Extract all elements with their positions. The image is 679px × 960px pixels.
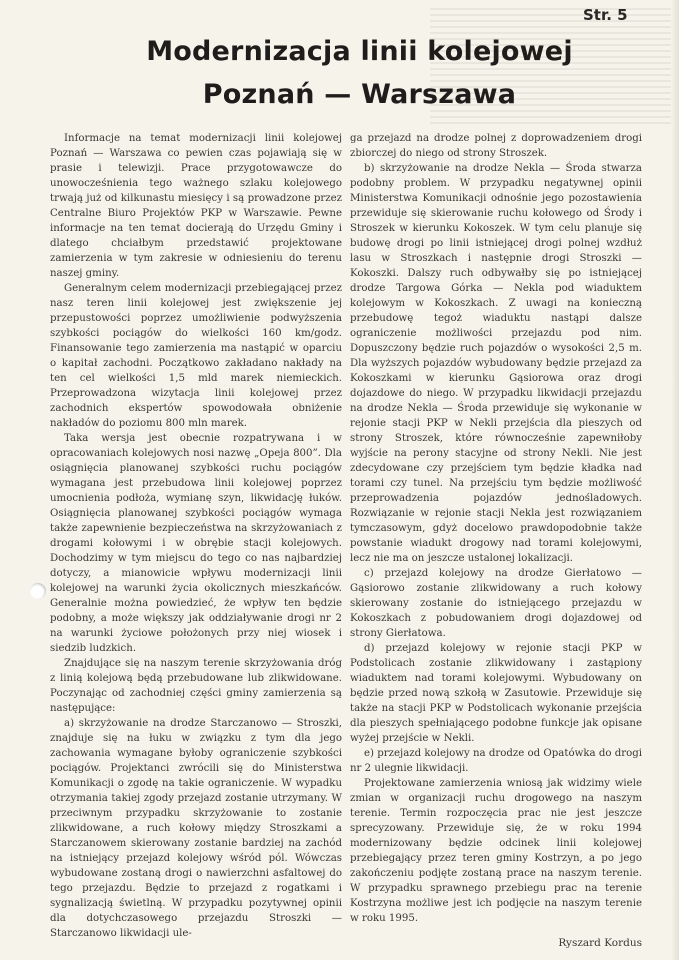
author-signature: Ryszard Kordus — [558, 937, 642, 949]
right-column — [350, 131, 642, 951]
paragraph: b) skrzyżowanie na drodze Nekla — Środa stwarza podobny problem. W przypadku negatywnej opinii Ministerstwa Komunikacji odnośnie jego pozostawienia przewiduje się skierowanie ruchu kołowego od Środy i Stroszek w kierunku Kokoszek. W tym celu planuje się budowę drogi po linii istniejącej drogi polnej wzdłuż lasu w Stroszkach i następnie drogi Stroszki — Kokoszki. Dalszy ruch odbywałby się po istniejącej drodze Targowa Górka — Nekla pod wiaduktem kolejowym w Kokoszkach. Z uwagi na konieczną przebudowę tegoż wiaduktu nastąpi dalsze ograniczenie możliwości przejazdu pod nim. Dopuszczony będzie ruch pojazdów o wysokości 2,5 m. Dla wyższych pojazdów wybudowany będzie przejazd za Kokoszkami w kierunku Gąsiorowa oraz drogi dojazdowe do niego. W przypadku likwidacji przejazdu na drodze Nekla — Środa przewiduje się wykonanie w rejonie stacji PKP w Nekli przejścia dla pieszych od strony Stroszek, które równocześnie zapewniłoby wyjście na perony stacyjne od strony Nekli. Nie jest zdecydowane czy przejściem tym będzie kładka nad torami czy tunel. Na przejściu tym będzie możliwość przeprowadzenia pojazdów jednośladowych. Rozwiązanie w rejonie stacji Nekla jest rozwiązaniem tymczasowym, gdyż docelowo prawdopodobnie także powstanie wiadukt drogowy nad torami kolejowymi, lecz nie ma on jeszcze ustalonej lokalizacji. — [350, 163, 642, 564]
paragraph: Informacje na temat modernizacji linii kolejowej Poznań — Warszawa co pewien czas pojawiają się w prasie i telewizji. Prace przygotowawcze do unowocześnienia tego ważnego szlaku kolejowego trwają już od kilkunastu miesięcy i są prowadzone przez Centralne Biuro Projektów PKP w Warszawie. Pewne informacje na ten temat docierają do Urzędu Gminy i dlatego chciałbym przedstawić projektowane zamierzenia w tym zakresie w odniesieniu do terenu naszej gminy. — [50, 133, 342, 279]
paragraph: ga przejazd na drodze polnej z doprowadzeniem drogi zbiorczej do niego od strony Stroszek. — [350, 133, 642, 159]
paragraph: a) skrzyżowanie na drodze Starczanowo — Stroszki, znajduje się na łuku w związku z tym dla jego zachowania wymagane byłoby ograniczenie szybkości pociągów. Projektanci zwrócili się do Ministerstwa Komunikacji o zgodę na takie ograniczenie. W wypadku otrzymania takiej zgody przejazd zostanie utrzymany. W przeciwnym przypadku skrzyżowanie to zostanie zlikwidowane, a ruch kołowy między Stroszkami a Starczanowem skierowany zostanie bardziej na zachód na istniejący przejazd kolejowy wśród pól. Wówczas wybudowane zostaną drogi o nawierzchni asfaltowej do tego przejazdu. Będzie to przejazd z rogatkami i sygnalizacją świetlną. W przypadku pozytywnej opinii dla dotychczasowego przejazdu Stroszki — Starczanowo likwidacji ule- — [50, 718, 342, 939]
paragraph: c) przejazd kolejowy na drodze Gierłatowo — Gąsiorowo zostanie zlikwidowany a ruch kołowy skierowany zostanie do istniejącego przejazdu w Kokoszkach z pobudowaniem drogi dojazdowej od strony Gierłatowa. — [350, 568, 642, 639]
paragraph: Taka wersja jest obecnie rozpatrywana i w opracowaniach kolejowych nosi nazwę „Opeja 800”. Dla osiągnięcia planowanej szybkości ruchu pociągów wymagana jest przebudowa linii kolejowej poprzez umocnienia podłoża, wymianę szyn, likwidację łuków. Osiągnięcia planowanej szybkości pociągów wymaga także zapewnienie bezpieczeństwa na skrzyżowaniach z drogami kołowymi i w obrębie stacji kolejowych. Dochodzimy w tym miejscu do tego co nas najbardziej dotyczy, a mianowicie wpływu modernizacji linii kolejowej na warunki życia okolicznych mieszkańców. Generalnie można powiedzieć, że wpływ ten będzie podobny, a może większy jak oddziaływanie drogi nr 2 na warunki życiowe położonych przy niej wiosek i siedzib ludzkich. — [50, 433, 342, 654]
paragraph: e) przejazd kolejowy na drodze od Opatówka do drogi nr 2 ulegnie likwidacji. — [350, 748, 643, 774]
article-title — [0, 30, 679, 116]
paragraph: Projektowane zamierzenia wniosą jak widzimy wiele zmian w organizacji ruchu drogowego na naszym terenie. Termin rozpoczęcia prac nie jest jeszcze sprecyzowany. Przewiduje się, że w roku 1994 modernizowany będzie odcinek linii kolejowej przebiegający przez teren gminy Kostrzyn, a po jego zakończeniu podjęte zostaną prace na naszym terenie. W przypadku sprawnego przebiegu prac na terenie Kostrzyna możliwe jest ich podjęcie na naszym terenie w roku 1995. — [350, 778, 642, 924]
paragraph: Znajdujące się na naszym terenie skrzyżowania dróg z linią kolejową będą przebudowane lub zlikwidowane. Poczynając od zachodniej części gminy zamierzenia są następujące: — [50, 658, 342, 714]
article-title-line-2: Poznań — Warszawa — [202, 79, 517, 110]
paragraph: d) przejazd kolejowy w rejonie stacji PKP w Podstolicach zostanie zlikwidowany i zastąpiony wiaduktem nad torami kolejowymi. Wybudowany on będzie przed nową szkołą w Zasutowie. Przewiduje się także na stacji PKP w Podstolicach wykonanie przejścia dla pieszych spełniającego podobne funkcje jak opisane wyżej przejście w Nekli. — [350, 643, 642, 744]
article-title-line-1: Modernizacja linii kolejowej — [146, 36, 573, 67]
page-number: Str. 5 — [583, 6, 628, 24]
left-column — [50, 131, 342, 941]
paragraph: Generalnym celem modernizacji przebiegającej przez nasz teren linii kolejowej jest zwiększenie jej przepustowości poprzez umożliwienie podwyższenia szybkości pociągów do wielkości 160 km/godz. Finansowanie tego zamierzenia ma nastąpić w oparciu o kapitał zachodni. Początkowo zakładano nakłady na ten cel wielkości 1,5 mld marek niemieckich. Przeprowadzona wizytacja linii kolejowej przez zachodnich ekspertów spowodowała obniżenie nakładów do poziomu 800 mln marek. — [50, 283, 342, 429]
page-edge-shadow — [671, 0, 679, 960]
punch-hole — [30, 583, 46, 599]
